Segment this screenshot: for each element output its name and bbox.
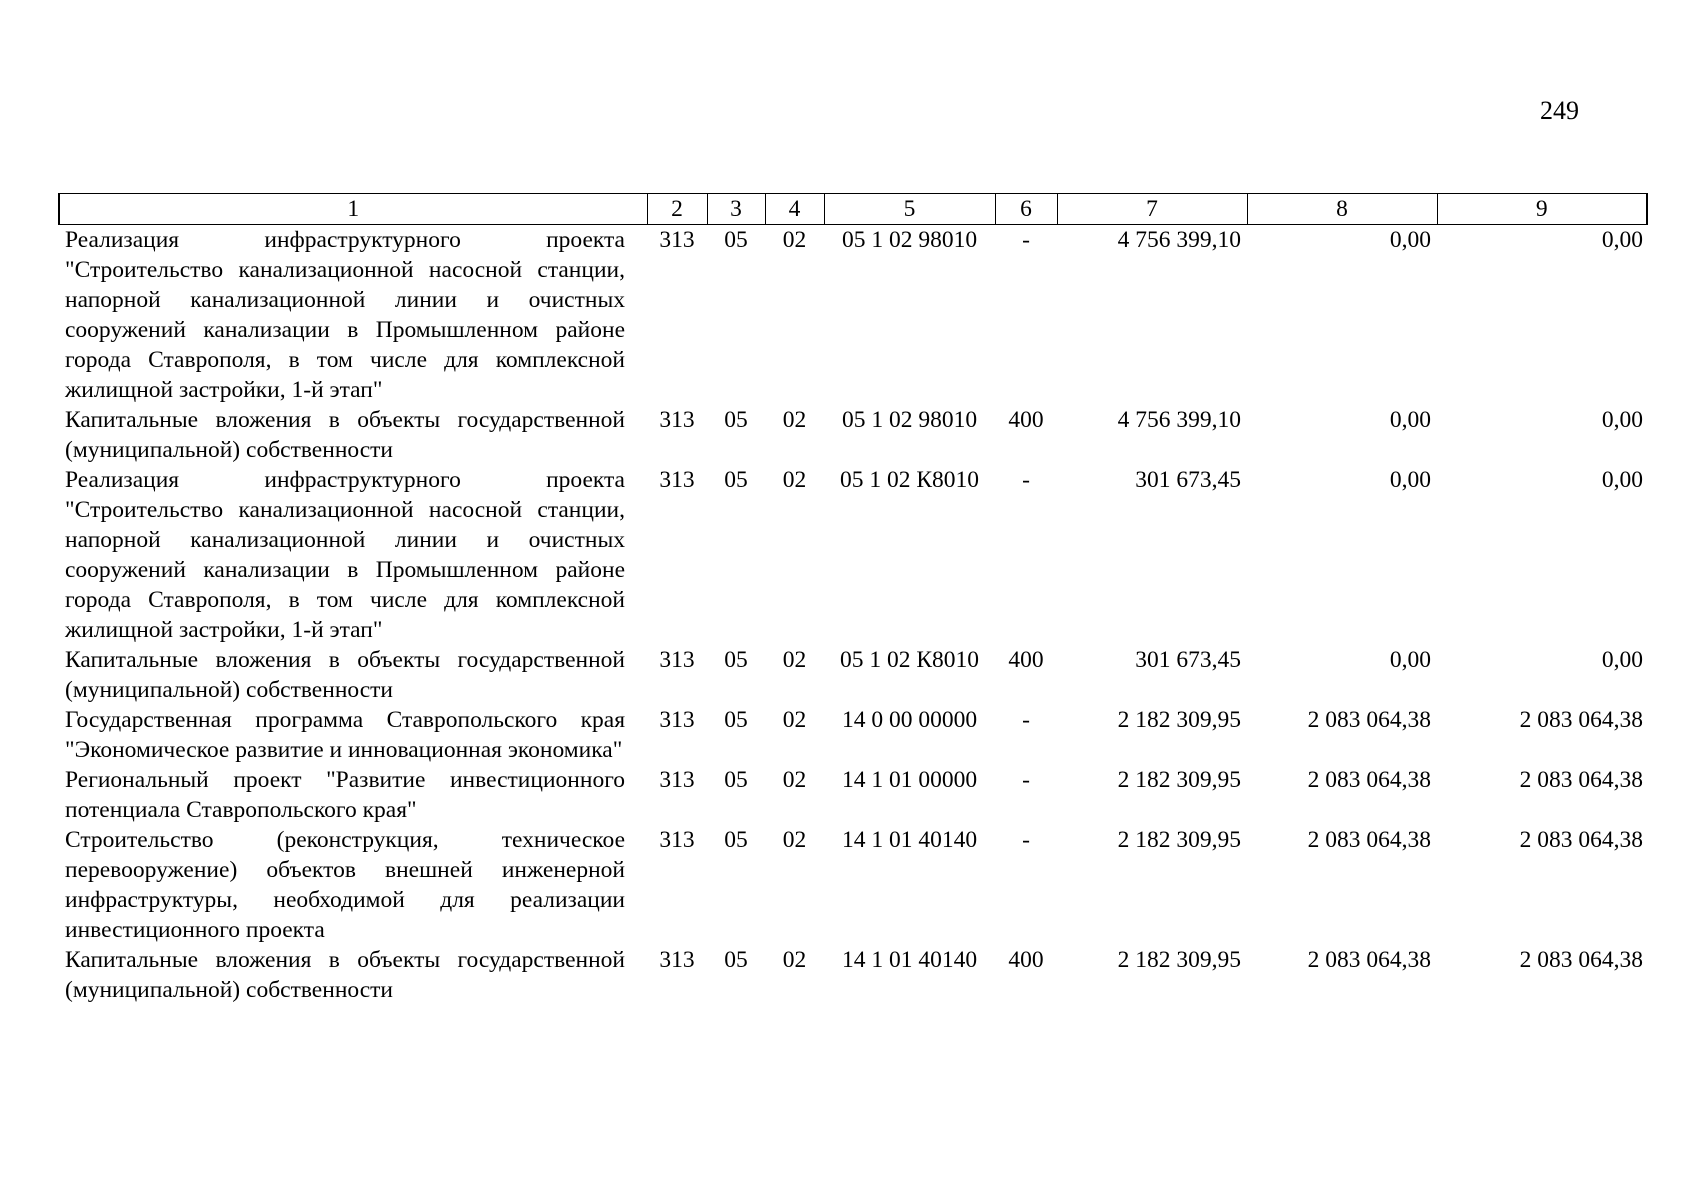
table-row bbox=[59, 945, 1647, 1005]
row-amount-9: 2 083 064,38 bbox=[1519, 827, 1643, 853]
row-code-ministry: 313 bbox=[659, 407, 695, 433]
row-code-expense-type: - bbox=[1022, 707, 1030, 733]
row-amount-9: 0,00 bbox=[1601, 227, 1643, 253]
row-amount-7: 301 673,45 bbox=[1135, 467, 1241, 493]
row-amount-7: 2 182 309,95 bbox=[1117, 947, 1241, 973]
row-code-target: 14 0 00 00000 bbox=[841, 707, 978, 733]
row-amount-9: 0,00 bbox=[1601, 407, 1643, 433]
row-amount-9: 2 083 064,38 bbox=[1519, 947, 1643, 973]
row-code-expense-type: - bbox=[1022, 827, 1030, 853]
row-name: Капитальные вложения в объекты государственной (муниципальной) собственности bbox=[65, 647, 625, 703]
row-code-subsection: 02 bbox=[782, 647, 807, 673]
row-amount-7: 4 756 399,10 bbox=[1117, 227, 1241, 253]
row-code-section: 05 bbox=[724, 647, 748, 673]
row-code-subsection: 02 bbox=[782, 767, 807, 793]
row-amount-9: 0,00 bbox=[1601, 467, 1643, 493]
row-code-subsection: 02 bbox=[782, 707, 807, 733]
row-code-expense-type: 400 bbox=[1008, 407, 1044, 433]
column-header-2: 2 bbox=[647, 194, 707, 225]
row-amount-7: 4 756 399,10 bbox=[1117, 407, 1241, 433]
row-amount-9: 0,00 bbox=[1601, 647, 1643, 673]
row-code-ministry: 313 bbox=[659, 467, 695, 493]
row-name: Региональный проект "Развитие инвестиционного потенциала Ставропольского края" bbox=[65, 767, 625, 823]
row-name: Реализация инфраструктурного проекта "Строительство канализационной насосной станции, напорной канализационной линии и очистных сооружений канализации в Промышленном районе города Ставрополя, в том числе для комплексной жилищной застройки, 1-й этап" bbox=[65, 227, 625, 403]
row-amount-9: 2 083 064,38 bbox=[1519, 707, 1643, 733]
row-amount-7: 301 673,45 bbox=[1135, 647, 1241, 673]
row-code-target: 05 1 02 К8010 bbox=[839, 647, 980, 673]
row-amount-8: 2 083 064,38 bbox=[1307, 947, 1431, 973]
table-row bbox=[59, 765, 1647, 825]
row-code-subsection: 02 bbox=[782, 947, 807, 973]
table-row bbox=[59, 825, 1647, 945]
row-code-target: 14 1 01 40140 bbox=[841, 827, 978, 853]
row-code-ministry: 313 bbox=[659, 767, 695, 793]
row-amount-8: 2 083 064,38 bbox=[1307, 707, 1431, 733]
column-header-1: 1 bbox=[59, 194, 647, 225]
row-code-expense-type: 400 bbox=[1008, 947, 1044, 973]
column-header-6: 6 bbox=[995, 194, 1057, 225]
row-code-target: 05 1 02 К8010 bbox=[839, 467, 980, 493]
row-code-subsection: 02 bbox=[782, 227, 807, 253]
row-name: Строительство (реконструкция, техническое перевооружение) объектов внешней инженерной инфраструктуры, необходимой для реализации инвестиционного проекта bbox=[65, 827, 625, 943]
table-row bbox=[59, 465, 1647, 645]
row-amount-9: 2 083 064,38 bbox=[1519, 767, 1643, 793]
row-code-section: 05 bbox=[724, 467, 748, 493]
row-code-target: 14 1 01 40140 bbox=[841, 947, 978, 973]
column-header-4: 4 bbox=[765, 194, 824, 225]
row-code-section: 05 bbox=[724, 227, 748, 253]
column-header-5: 5 bbox=[824, 194, 995, 225]
row-code-ministry: 313 bbox=[659, 947, 695, 973]
column-header-7: 7 bbox=[1057, 194, 1247, 225]
row-code-section: 05 bbox=[724, 947, 748, 973]
row-code-expense-type: - bbox=[1022, 467, 1030, 493]
row-amount-7: 2 182 309,95 bbox=[1117, 767, 1241, 793]
row-code-expense-type: 400 bbox=[1008, 647, 1044, 673]
row-name: Капитальные вложения в объекты государственной (муниципальной) собственности bbox=[65, 947, 625, 1003]
row-code-subsection: 02 bbox=[782, 407, 807, 433]
row-amount-8: 0,00 bbox=[1389, 227, 1431, 253]
column-header-9: 9 bbox=[1437, 194, 1647, 225]
table-row bbox=[59, 645, 1647, 705]
row-amount-8: 2 083 064,38 bbox=[1307, 767, 1431, 793]
row-code-section: 05 bbox=[724, 767, 748, 793]
row-amount-7: 2 182 309,95 bbox=[1117, 707, 1241, 733]
row-amount-8: 0,00 bbox=[1389, 467, 1431, 493]
table-body bbox=[59, 225, 1647, 1006]
row-name: Реализация инфраструктурного проекта "Строительство канализационной насосной станции, напорной канализационной линии и очистных сооружений канализации в Промышленном районе города Ставрополя, в том числе для комплексной жилищной застройки, 1-й этап" bbox=[65, 467, 625, 643]
row-code-target: 05 1 02 98010 bbox=[841, 407, 978, 433]
table-row bbox=[59, 225, 1647, 406]
table-row bbox=[59, 705, 1647, 765]
row-code-target: 14 1 01 00000 bbox=[841, 767, 978, 793]
row-code-subsection: 02 bbox=[782, 467, 807, 493]
row-code-subsection: 02 bbox=[782, 827, 807, 853]
row-code-target: 05 1 02 98010 bbox=[841, 227, 978, 253]
row-code-section: 05 bbox=[724, 707, 748, 733]
row-amount-7: 2 182 309,95 bbox=[1117, 827, 1241, 853]
budget-table bbox=[58, 193, 1648, 1005]
row-code-ministry: 313 bbox=[659, 827, 695, 853]
row-amount-8: 2 083 064,38 bbox=[1307, 827, 1431, 853]
header-row bbox=[59, 194, 1647, 225]
page-number: 249 bbox=[1540, 96, 1579, 125]
row-amount-8: 0,00 bbox=[1389, 647, 1431, 673]
row-amount-8: 0,00 bbox=[1389, 407, 1431, 433]
column-header-8: 8 bbox=[1247, 194, 1437, 225]
row-code-ministry: 313 bbox=[659, 707, 695, 733]
row-name: Капитальные вложения в объекты государственной (муниципальной) собственности bbox=[65, 407, 625, 463]
row-code-ministry: 313 bbox=[659, 647, 695, 673]
table-row bbox=[59, 405, 1647, 465]
row-code-ministry: 313 bbox=[659, 227, 695, 253]
column-header-3: 3 bbox=[707, 194, 765, 225]
table-header bbox=[59, 194, 1647, 225]
row-code-expense-type: - bbox=[1022, 767, 1030, 793]
row-name: Государственная программа Ставропольского края "Экономическое развитие и инновационная экономика" bbox=[65, 707, 625, 763]
row-code-section: 05 bbox=[724, 827, 748, 853]
row-code-expense-type: - bbox=[1022, 227, 1030, 253]
row-code-section: 05 bbox=[724, 407, 748, 433]
